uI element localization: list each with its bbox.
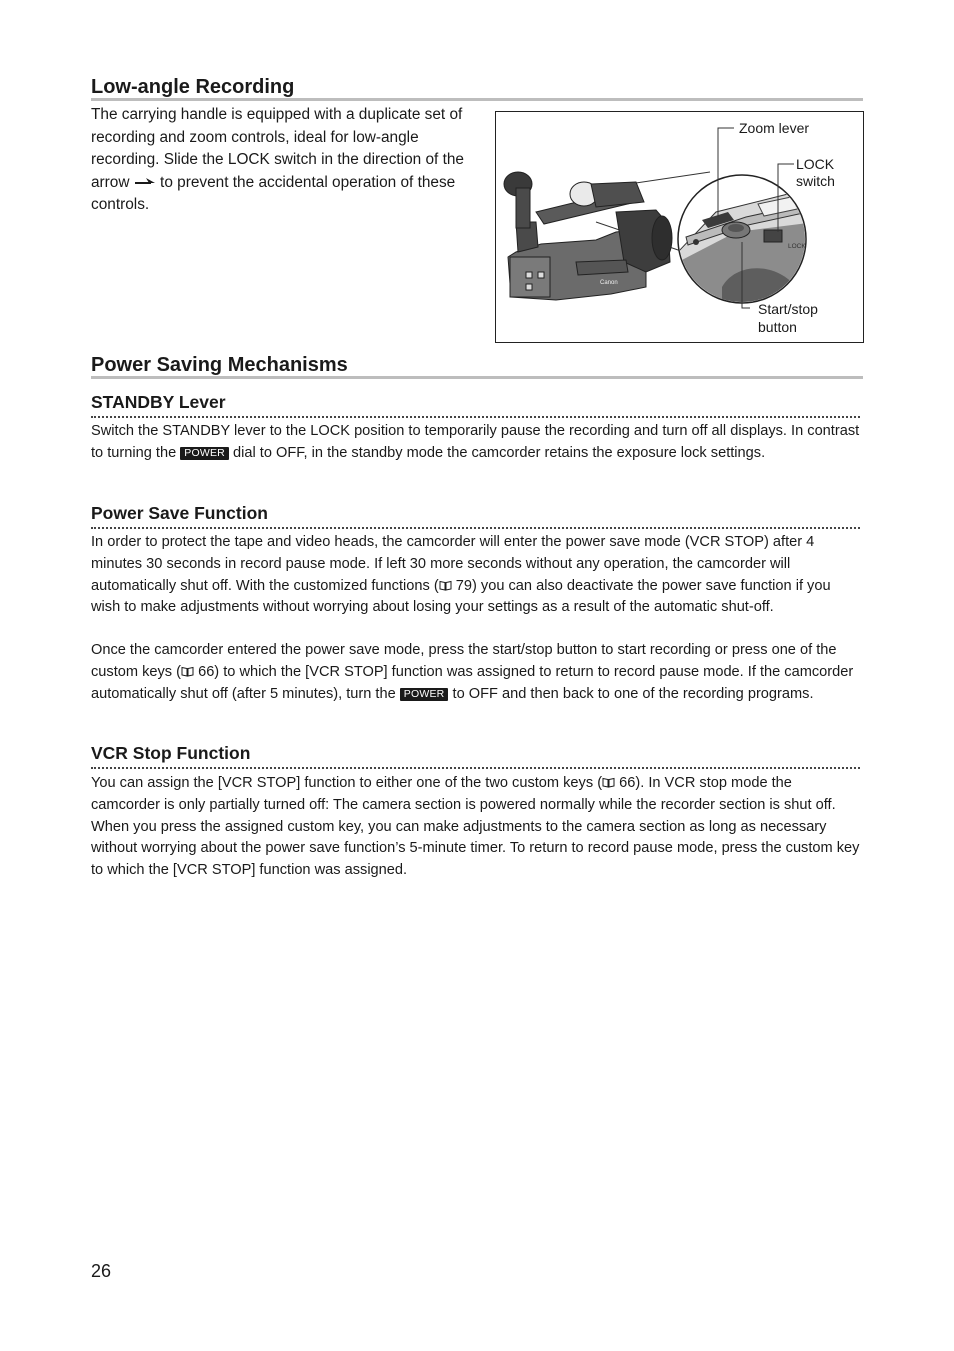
section-title-power-saving: Power Saving Mechanisms — [91, 354, 863, 379]
powersave-p2-text-a: Once the camcorder entered the power save mode, press the start/stop button to start recording or press one of the custom keys ( — [91, 642, 837, 680]
intro-text-b: to prevent the accidental operation of these controls. — [91, 173, 456, 214]
intro-text-a: The carrying handle is equipped with a duplicate set of recording and zoom controls, ideal for low-angle recording. Slide the LOCK switch in the direction of the arrow — [91, 106, 464, 191]
zoom-lever-label: Zoom lever — [739, 120, 810, 136]
lock-switch-label-line1: LOCK — [796, 156, 835, 172]
powersave-p1-text-b: 79) you can also deactivate the power save function if you wish to make adjustments without worrying about losing your settings as a result of the automatic shut-off. — [91, 577, 831, 616]
powersave-p1-text-a: In order to protect the tape and video heads, the camcorder will enter the power save mode (VCR STOP) after 4 minutes 30 seconds in record pause mode. If left 30 more seconds without any operation, the camcorder will automatically shut off. With the customized functions ( — [91, 534, 815, 594]
camcorder-figure — [495, 111, 864, 343]
book-reference-icon — [181, 666, 194, 677]
heading-power-save-function: Power Save Function — [91, 503, 860, 529]
powersave-paragraph-2 — [91, 640, 863, 705]
arrow-right-icon — [134, 176, 156, 186]
lock-switch-label-line2: switch — [796, 173, 835, 189]
intro-paragraph — [91, 104, 486, 217]
book-reference-icon — [439, 580, 452, 591]
book-reference-icon — [602, 777, 615, 788]
start-stop-label-line1: Start/stop — [758, 301, 818, 317]
vcrstop-paragraph — [91, 773, 863, 882]
heading-vcr-stop-function: VCR Stop Function — [91, 743, 860, 769]
heading-standby-lever: STANDBY Lever — [91, 392, 860, 418]
standby-paragraph — [91, 421, 863, 465]
lock-engraving: LOCK — [788, 243, 806, 250]
standby-text-b: dial to OFF, in the standby mode the camcorder retains the exposure lock settings. — [233, 444, 766, 461]
powersave-p2-text-c: to OFF and then back to one of the recording programs. — [452, 685, 814, 702]
section-title-low-angle: Low-angle Recording — [91, 76, 863, 101]
page-number: 26 — [91, 1261, 112, 1281]
vcrstop-text-b: 66). In VCR stop mode the camcorder is only partially turned off: The camera section is powered normally while the recorder section is shut off. When you press the assigned custom key, you can make adjustments to the camera section as long as necessary without worrying about the power save function’s 5-minute timer. To return to record pause mode, press the custom key to which the [VCR STOP] function was assigned. — [91, 775, 860, 879]
power-dial-icon: POWER — [180, 447, 229, 460]
brand-engraving: Canon — [600, 280, 618, 286]
powersave-p2-text-b: 66) to which the [VCR STOP] function was assigned to return to record pause mode. If the camcorder automatically shut off (after 5 minutes), turn the — [91, 663, 854, 702]
powersave-paragraph-1 — [91, 532, 863, 619]
start-stop-label-line2: button — [758, 319, 797, 335]
standby-text-a: Switch the STANDBY lever to the LOCK position to temporarily pause the recording and turn off all displays. In contrast to turning the — [91, 423, 860, 461]
vcrstop-text-a: You can assign the [VCR STOP] function to either one of the two custom keys ( — [91, 775, 603, 791]
power-dial-icon: POWER — [400, 688, 449, 701]
